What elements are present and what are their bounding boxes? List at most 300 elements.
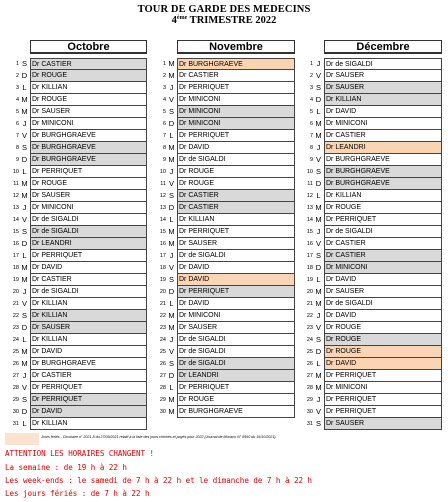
day-row [302,418,442,430]
day-row [155,130,295,142]
day-number: 7 [162,133,166,139]
weekday-letter: V [315,239,321,248]
weekday-letter: V [168,263,174,272]
doctor-on-duty: Dr DAVID [30,346,147,358]
weekday-letter: V [315,71,321,80]
doctor-on-duty: Dr SAUSER [324,418,442,430]
doctor-on-duty: Dr de SIGALDI [177,250,295,262]
weekday-letter: M [21,191,28,200]
month-october [8,40,147,432]
weekday-letter: L [316,191,321,200]
day-number: 21 [159,301,166,307]
doctor-on-duty: Dr CASTIER [177,190,295,202]
day-number: 10 [12,169,19,175]
day-row [8,334,147,346]
day-row [155,70,295,82]
day-number: 17 [159,253,166,259]
day-number: 3 [162,85,166,91]
weekday-letter: M [168,143,175,152]
day-number: 29 [306,397,313,403]
day-number: 8 [15,145,19,151]
doctor-on-duty: Dr DAVID [324,358,442,370]
weekday-letter: M [315,383,322,392]
weekday-letter: D [21,155,28,164]
weekday-letter: D [315,347,322,356]
day-row [8,322,147,334]
day-number: 2 [162,73,166,79]
day-number: 5 [15,109,19,115]
weekday-letter: S [168,107,174,116]
doctor-on-duty: Dr KILLIAN [177,214,295,226]
doctor-on-duty: Dr ROUGE [324,346,442,358]
weekday-letter: M [168,227,175,236]
day-number: 22 [306,313,313,319]
doctor-on-duty: Dr DAVID [177,142,295,154]
day-row [155,310,295,322]
weekday-letter: S [168,275,174,284]
doctor-on-duty: Dr MINICONI [177,94,295,106]
warning-heading: ATTENTION LES HORAIRES CHANGENT ! [5,449,155,458]
doctor-on-duty: Dr PERRIQUET [30,250,147,262]
day-row [155,298,295,310]
day-number: 18 [306,265,313,271]
day-row [302,226,442,238]
doctor-on-duty: Dr BURGHGRAEVE [30,358,147,370]
doctor-on-duty: Dr SAUSER [30,322,147,334]
day-number: 2 [15,73,19,79]
day-number: 7 [309,133,313,139]
doctor-on-duty: Dr SAUSER [30,106,147,118]
day-row [8,214,147,226]
doctor-on-duty: Dr KILLIAN [30,82,147,94]
doctor-on-duty: Dr DAVID [30,262,147,274]
day-number: 20 [159,289,166,295]
day-row [302,334,442,346]
doctor-on-duty: Dr PERRIQUET [177,382,295,394]
day-number: 22 [159,313,166,319]
day-number: 17 [12,253,19,259]
day-row [302,106,442,118]
day-number: 18 [12,265,19,271]
doctor-on-duty: Dr de SIGALDI [30,226,147,238]
day-number: 6 [15,121,19,127]
doctor-on-duty: Dr DAVID [177,274,295,286]
day-row [302,118,442,130]
day-number: 10 [159,169,166,175]
day-number: 20 [12,289,19,295]
doctor-on-duty: Dr BURGHGRAEVE [177,58,295,70]
weekday-letter: D [168,119,175,128]
day-row [302,274,442,286]
weekday-letter: V [315,155,321,164]
day-row [8,358,147,370]
doctor-on-duty: Dr de SIGALDI [324,226,442,238]
day-number: 14 [12,217,19,223]
day-number: 3 [15,85,19,91]
weekday-letter: J [22,371,27,380]
doctor-on-duty: Dr KILLIAN [324,94,442,106]
day-row [302,82,442,94]
doctor-on-duty: Dr ROUGE [324,334,442,346]
day-number: 8 [162,145,166,151]
day-row [8,310,147,322]
weekday-letter: M [168,323,175,332]
day-row [155,82,295,94]
day-row [302,214,442,226]
day-number: 1 [15,61,19,67]
weekday-letter: L [169,383,174,392]
weekday-letter: V [21,131,27,140]
weekday-letter: V [168,95,174,104]
day-row [155,322,295,334]
doctor-on-duty: Dr CASTIER [30,370,147,382]
weekday-letter: J [169,167,174,176]
day-row [155,262,295,274]
day-row [8,94,147,106]
day-row [8,70,147,82]
weekday-letter: S [168,191,174,200]
weekday-letter: J [316,311,321,320]
day-row [8,190,147,202]
weekday-letter: S [168,359,174,368]
day-number: 3 [309,85,313,91]
day-row [155,358,295,370]
day-row [8,202,147,214]
day-row [8,406,147,418]
day-row [155,370,295,382]
day-number: 8 [309,145,313,151]
day-row [155,286,295,298]
day-row [302,358,442,370]
doctor-on-duty: Dr PERRIQUET [177,226,295,238]
doctor-on-duty: Dr ROUGE [177,166,295,178]
weekday-letter: D [21,71,28,80]
doctor-on-duty: Dr PERRIQUET [324,406,442,418]
day-number: 10 [306,169,313,175]
doctor-on-duty: Dr LEANDRI [30,238,147,250]
doctor-on-duty: Dr PERRIQUET [30,382,147,394]
day-row [302,250,442,262]
weekday-letter: L [316,275,321,284]
day-number: 22 [12,313,19,319]
weekday-letter: M [315,131,322,140]
doctor-on-duty: Dr CASTIER [177,202,295,214]
day-number: 6 [309,121,313,127]
day-number: 4 [15,97,19,103]
day-row [302,346,442,358]
day-number: 2 [309,73,313,79]
month-header: Décembre [324,40,442,54]
page-subtitle [0,15,448,26]
day-number: 31 [306,421,313,427]
day-row [155,238,295,250]
weekday-letter: D [21,323,28,332]
doctor-on-duty: Dr PERRIQUET [30,166,147,178]
day-row [8,106,147,118]
day-row [155,394,295,406]
doctor-on-duty: Dr ROUGE [324,202,442,214]
day-number: 21 [12,301,19,307]
day-number: 14 [306,217,313,223]
day-row [302,298,442,310]
day-number: 23 [306,325,313,331]
weekday-letter: M [315,215,322,224]
day-number: 14 [159,217,166,223]
doctor-on-duty: Dr MINICONI [177,118,295,130]
day-row [302,94,442,106]
doctor-on-duty: Dr PERRIQUET [324,394,442,406]
day-number: 28 [159,385,166,391]
weekday-letter: D [168,371,175,380]
day-row [8,58,147,70]
weekday-letter: D [21,239,28,248]
day-number: 16 [159,241,166,247]
weekday-letter: D [315,179,322,188]
day-number: 26 [159,361,166,367]
day-number: 5 [309,109,313,115]
warning-weekday-hours: La semaine : de 19 h à 22 h [5,463,127,472]
doctor-on-duty: Dr SAUSER [177,238,295,250]
day-row [302,190,442,202]
doctor-on-duty: Dr PERRIQUET [324,370,442,382]
weekday-letter: M [21,107,28,116]
day-number: 29 [159,397,166,403]
doctor-on-duty: Dr MINICONI [30,202,147,214]
doctor-on-duty: Dr PERRIQUET [324,214,442,226]
weekday-letter: D [21,407,28,416]
day-row [155,190,295,202]
day-row [302,130,442,142]
doctor-on-duty: Dr de SIGALDI [177,358,295,370]
day-number: 30 [306,409,313,415]
weekday-letter: L [316,359,321,368]
weekday-letter: S [315,83,321,92]
day-number: 11 [160,181,166,187]
day-row [302,166,442,178]
weekday-letter: M [315,299,322,308]
weekday-letter: S [315,419,321,428]
day-row [8,286,147,298]
doctor-on-duty: Dr MINICONI [30,118,147,130]
day-number: 4 [162,97,166,103]
weekday-letter: L [22,83,27,92]
day-number: 17 [306,253,313,259]
day-number: 25 [12,349,19,355]
doctor-on-duty: Dr BURGHGRAEVE [324,166,442,178]
day-row [155,346,295,358]
day-row [8,142,147,154]
doctor-on-duty: Dr KILLIAN [30,298,147,310]
doctor-on-duty: Dr BURGHGRAEVE [30,154,147,166]
weekday-letter: J [22,119,27,128]
day-number: 25 [159,349,166,355]
weekday-letter: M [21,95,28,104]
doctor-on-duty: Dr MINICONI [324,118,442,130]
weekday-letter: L [22,419,27,428]
day-row [155,154,295,166]
weekday-letter: J [22,203,27,212]
day-row [8,166,147,178]
weekday-letter: M [168,395,175,404]
holiday-legend-swatch [5,433,39,445]
day-row [8,250,147,262]
day-row [8,178,147,190]
day-number: 23 [159,325,166,331]
day-number: 25 [306,349,313,355]
doctor-on-duty: Dr DAVID [30,406,147,418]
doctor-on-duty: Dr LEANDRI [324,142,442,154]
day-number: 23 [12,325,19,331]
doctor-on-duty: Dr CASTIER [324,238,442,250]
day-number: 30 [159,409,166,415]
weekday-letter: M [21,179,28,188]
doctor-on-duty: Dr DAVID [177,262,295,274]
day-number: 24 [306,337,313,343]
weekday-letter: D [315,95,322,104]
doctor-on-duty: Dr PERRIQUET [30,394,147,406]
weekday-letter: V [168,347,174,356]
day-number: 4 [309,97,313,103]
day-row [8,274,147,286]
weekday-letter: J [316,59,321,68]
doctor-on-duty: Dr MINICONI [324,262,442,274]
weekday-letter: M [21,347,28,356]
day-row [302,154,442,166]
doctor-on-duty: Dr ROUGE [30,178,147,190]
day-row [8,382,147,394]
day-row [8,262,147,274]
doctor-on-duty: Dr ROUGE [177,394,295,406]
day-number: 27 [306,373,313,379]
doctor-on-duty: Dr BURGHGRAEVE [324,178,442,190]
day-number: 26 [306,361,313,367]
day-number: 11 [307,181,313,187]
weekday-letter: M [168,155,175,164]
day-number: 7 [15,133,19,139]
doctor-on-duty: Dr DAVID [324,274,442,286]
doctor-on-duty: Dr ROUGE [177,178,295,190]
weekday-letter: J [22,287,27,296]
doctor-on-duty: Dr SAUSER [324,286,442,298]
doctor-on-duty: Dr BURGHGRAEVE [30,142,147,154]
day-row [8,154,147,166]
day-number: 16 [12,241,19,247]
doctor-on-duty: Dr de SIGALDI [177,346,295,358]
day-number: 19 [306,277,313,283]
warning-weekend-hours: Les week-ends : le samedi de 7 h à 22 h et le dimanche de 7 h à 22 h [5,476,313,485]
doctor-on-duty: Dr DAVID [324,310,442,322]
doctor-on-duty: Dr BURGHGRAEVE [324,154,442,166]
day-number: 1 [309,61,313,67]
weekday-letter: J [316,143,321,152]
doctor-on-duty: Dr CASTIER [30,274,147,286]
doctor-on-duty: Dr KILLIAN [30,334,147,346]
subtitle-superscript: ème [176,15,188,21]
day-row [302,286,442,298]
day-row [155,178,295,190]
weekday-letter: M [168,407,175,416]
doctor-on-duty: Dr ROUGE [30,94,147,106]
day-row [302,310,442,322]
doctor-on-duty: Dr de SIGALDI [177,334,295,346]
day-row [155,226,295,238]
doctor-on-duty: Dr MINICONI [177,106,295,118]
weekday-letter: S [21,59,27,68]
day-row [155,142,295,154]
doctor-on-duty: Dr PERRIQUET [177,82,295,94]
page-title: TOUR DE GARDE DES MEDECINS [137,4,311,15]
doctor-on-duty: Dr DAVID [177,298,295,310]
doctor-on-duty: Dr BURGHGRAEVE [177,406,295,418]
doctor-on-duty: Dr SAUSER [324,82,442,94]
day-number: 11 [13,181,19,187]
weekday-letter: S [21,227,27,236]
weekday-letter: M [315,203,322,212]
warning-holiday-hours: Les jours fériés : de 7 h à 22 h [5,489,150,498]
day-number: 28 [12,385,19,391]
day-number: 27 [12,373,19,379]
day-row [155,94,295,106]
doctor-on-duty: Dr KILLIAN [324,190,442,202]
day-row [302,394,442,406]
weekday-letter: M [168,311,175,320]
weekday-letter: M [315,287,322,296]
holiday-legend-text: Jours fériés - Circulaire n° 2021-8 du 27/09/2021 relatif à la liste des jours chômés et payés pour 2022 (Journal de Monaco N° 8560 du 15/10/2021). [41,435,277,439]
day-number: 12 [159,193,166,199]
weekday-letter: V [315,323,321,332]
day-row [155,58,295,70]
doctor-on-duty: Dr CASTIER [30,58,147,70]
month-december [302,40,442,432]
weekday-letter: J [169,251,174,260]
weekday-letter: L [316,107,321,116]
day-row [155,250,295,262]
month-header: Novembre [177,40,295,54]
day-row [302,202,442,214]
day-number: 15 [306,229,313,235]
day-row [155,202,295,214]
weekday-letter: M [168,59,175,68]
day-row [8,238,147,250]
weekday-letter: L [22,167,27,176]
day-number: 15 [159,229,166,235]
doctor-on-duty: Dr KILLIAN [30,418,147,430]
weekday-letter: J [316,395,321,404]
doctor-on-duty: Dr de SIGALDI [324,58,442,70]
weekday-letter: S [315,167,321,176]
doctor-on-duty: Dr PERRIQUET [177,130,295,142]
day-row [302,322,442,334]
subtitle-number: 4 [171,15,177,26]
doctor-on-duty: Dr PERRIQUET [177,286,295,298]
weekday-letter: D [168,203,175,212]
day-number: 24 [159,337,166,343]
day-row [155,106,295,118]
day-row [155,274,295,286]
day-number: 26 [12,361,19,367]
weekday-letter: J [316,227,321,236]
day-row [8,226,147,238]
day-number: 29 [12,397,19,403]
day-number: 13 [306,205,313,211]
day-number: 13 [12,205,19,211]
subtitle-rest: TRIMESTRE 2022 [187,15,277,26]
day-row [8,370,147,382]
day-number: 31 [12,421,19,427]
day-number: 19 [159,277,166,283]
day-number: 5 [162,109,166,115]
day-row [302,370,442,382]
